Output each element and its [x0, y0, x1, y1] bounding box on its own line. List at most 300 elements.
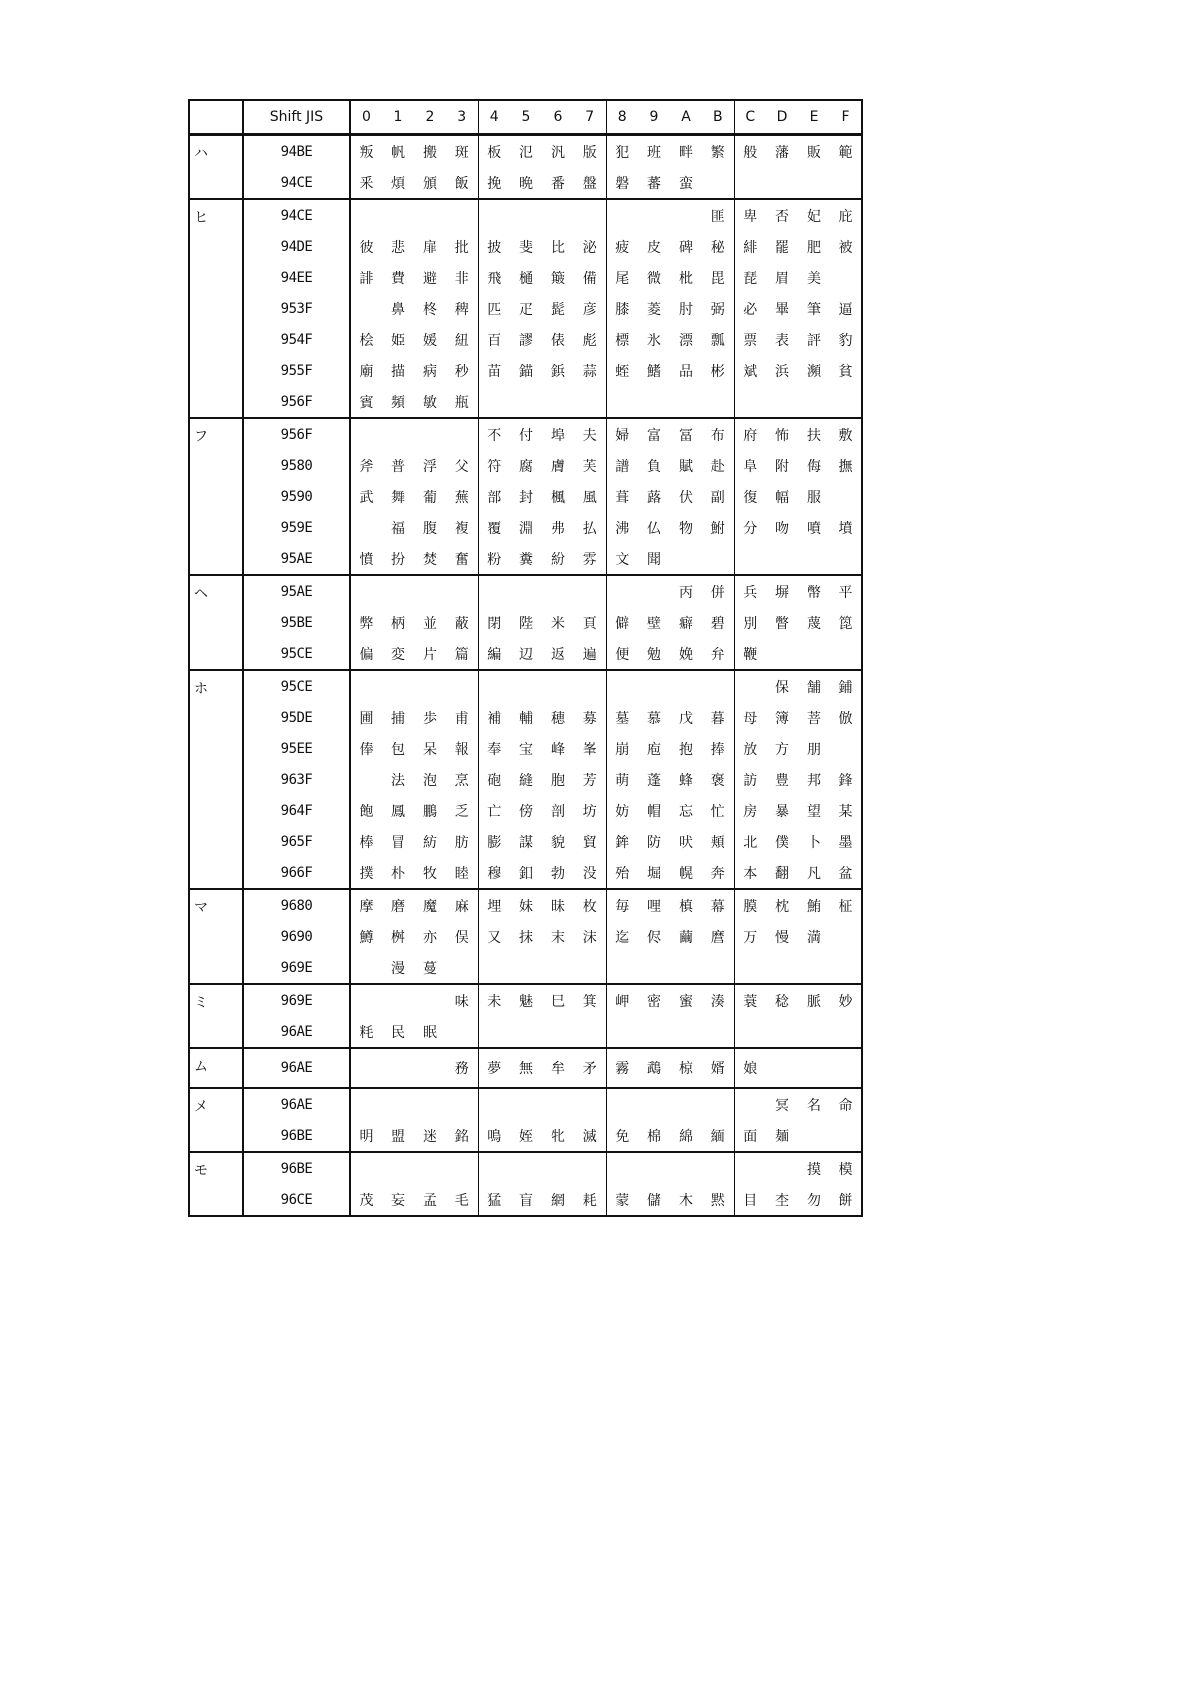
- kanji-cell: 俵: [551, 332, 565, 349]
- code-cell: 959E: [243, 512, 350, 543]
- kanji-cell: 覆: [487, 520, 502, 537]
- kanji-cell: 圃: [359, 710, 374, 727]
- kanji-cell: 淵: [519, 520, 533, 537]
- kanji-cell: 崩: [615, 741, 630, 758]
- kanji-cell: 妃: [798, 199, 830, 231]
- table-row: [189, 262, 862, 293]
- kanji-cell: 編: [487, 646, 502, 663]
- kanji-cell: 貿: [574, 826, 606, 857]
- kanji-cell: 殆: [615, 865, 630, 882]
- kanji-cell: 奉: [487, 741, 502, 758]
- kanji-cell: [606, 386, 638, 418]
- kanji-cell: 磐: [615, 175, 630, 192]
- kanji-cell: [734, 543, 766, 575]
- kana-group-label: マ: [189, 889, 243, 984]
- kanji-cell: [510, 1088, 542, 1120]
- kanji-cell: 表: [775, 332, 789, 349]
- kanji-cell: 呆: [423, 741, 437, 758]
- kanji-cell: 奔: [702, 857, 734, 889]
- kanji-cell: [638, 575, 670, 607]
- kanji-cell: 胞: [551, 772, 565, 789]
- kanji-cell: 勿: [807, 1192, 821, 1209]
- shift-jis-table: [188, 99, 863, 1217]
- kanji-cell: 抱: [679, 741, 693, 758]
- kanji-cell: [606, 952, 638, 984]
- kanji-cell: [798, 1120, 830, 1152]
- kanji-cell: 冥: [766, 1088, 798, 1120]
- kanji-cell: 枇: [679, 270, 693, 287]
- kanji-cell: 父: [446, 450, 478, 481]
- kanji-cell: 墨: [838, 834, 853, 851]
- kanji-cell: [766, 1152, 798, 1184]
- kanji-cell: [478, 952, 510, 984]
- kanji-cell: 班: [647, 144, 661, 161]
- kanji-cell: 米: [551, 615, 565, 632]
- kanji-cell: 矛: [574, 1048, 606, 1088]
- kanji-cell: 赴: [702, 450, 734, 481]
- code-cell: 94CE: [243, 199, 350, 231]
- table-row: [189, 512, 862, 543]
- kanji-cell: [510, 1152, 542, 1184]
- code-cell: 964F: [243, 795, 350, 826]
- kana-group-label: ハ: [189, 135, 243, 200]
- kanji-cell: [350, 575, 382, 607]
- table-row: [189, 1120, 862, 1152]
- kanji-cell: [702, 167, 734, 199]
- kanji-cell: 俸: [359, 741, 374, 758]
- kanji-cell: [766, 543, 798, 575]
- kanji-cell: [510, 1016, 542, 1048]
- table-row: [189, 575, 862, 607]
- kana-group-label: ム: [189, 1048, 243, 1088]
- kanji-cell: 卑: [734, 199, 766, 231]
- kanji-cell: [574, 575, 606, 607]
- kanji-cell: 膜: [734, 889, 766, 921]
- kanji-cell: 稔: [766, 984, 798, 1016]
- kanji-cell: 蔑: [807, 615, 821, 632]
- kanji-cell: 彪: [574, 324, 606, 355]
- kanji-cell: 乏: [446, 795, 478, 826]
- kanji-cell: 秒: [446, 355, 478, 386]
- code-cell: 95EE: [243, 733, 350, 764]
- kanji-cell: 並: [423, 615, 437, 632]
- table-row: [189, 418, 862, 450]
- kanji-cell: 眠: [423, 1024, 437, 1041]
- kanji-cell: 晩: [519, 175, 533, 192]
- kanji-cell: 舗: [798, 670, 830, 702]
- kanji-cell: 翻: [775, 865, 789, 882]
- kanji-cell: [542, 670, 574, 702]
- code-cell: 95AE: [243, 575, 350, 607]
- kanji-cell: 漫: [391, 960, 405, 977]
- kanji-cell: [734, 1016, 766, 1048]
- table-row: [189, 1152, 862, 1184]
- kanji-cell: 又: [487, 929, 502, 946]
- kanji-cell: 斐: [519, 239, 533, 256]
- kanji-cell: [542, 386, 574, 418]
- kanji-cell: 綿: [679, 1128, 693, 1145]
- kanji-cell: [670, 386, 702, 418]
- code-cell: 9590: [243, 481, 350, 512]
- kanji-cell: 謬: [519, 332, 533, 349]
- kanji-cell: 番: [551, 175, 565, 192]
- header-col-4: 4: [478, 100, 510, 135]
- kanji-cell: 膝: [615, 301, 630, 318]
- kanji-cell: 聞: [647, 551, 661, 568]
- kanji-cell: 紡: [423, 834, 437, 851]
- kanji-cell: 紛: [551, 551, 565, 568]
- kanji-cell: 篇: [446, 638, 478, 670]
- kanji-cell: 放: [743, 741, 758, 758]
- kanji-cell: 伏: [679, 489, 693, 506]
- kanji-cell: 防: [647, 834, 661, 851]
- kanji-cell: 釦: [519, 865, 533, 882]
- kanji-cell: [638, 386, 670, 418]
- kanji-cell: 稗: [446, 293, 478, 324]
- kanji-cell: [414, 199, 446, 231]
- kanji-cell: 無: [510, 1048, 542, 1088]
- table-row: [189, 607, 862, 638]
- kanji-cell: 魔: [414, 889, 446, 921]
- table-row: [189, 355, 862, 386]
- kanji-cell: [414, 418, 446, 450]
- kanji-cell: 傍: [519, 803, 533, 820]
- kanji-cell: 扮: [391, 551, 405, 568]
- kanji-cell: [382, 670, 414, 702]
- header-col-5: 5: [510, 100, 542, 135]
- kanji-cell: 幌: [679, 865, 693, 882]
- kanji-cell: 鳴: [487, 1128, 502, 1145]
- kanji-cell: 文: [615, 551, 630, 568]
- kanji-cell: 埋: [478, 889, 510, 921]
- kanji-cell: 変: [391, 646, 405, 663]
- kanji-cell: 魅: [510, 984, 542, 1016]
- kanji-cell: [638, 670, 670, 702]
- kanji-cell: 肪: [446, 826, 478, 857]
- kanji-cell: 峯: [574, 733, 606, 764]
- kanji-cell: 閉: [487, 615, 502, 632]
- kanji-cell: 頻: [391, 394, 405, 411]
- kanji-cell: 勃: [551, 865, 565, 882]
- kanji-cell: 面: [743, 1128, 758, 1145]
- kanji-cell: 昧: [542, 889, 574, 921]
- kanji-cell: [350, 1048, 382, 1088]
- kanji-cell: 負: [647, 458, 661, 475]
- kanji-cell: 吠: [679, 834, 693, 851]
- kanji-cell: 秘: [702, 231, 734, 262]
- kanji-cell: 謀: [519, 834, 533, 851]
- kanji-cell: 麻: [446, 889, 478, 921]
- kanji-cell: [830, 1120, 862, 1152]
- kanji-cell: 怖: [766, 418, 798, 450]
- kanji-cell: 舞: [391, 489, 405, 506]
- code-cell: 95AE: [243, 543, 350, 575]
- kana-group-label: フ: [189, 418, 243, 575]
- kanji-cell: [798, 1048, 830, 1088]
- kanji-cell: 頒: [423, 175, 437, 192]
- kanji-cell: 帆: [391, 144, 405, 161]
- kanji-cell: 貧: [838, 363, 853, 380]
- kanji-cell: [702, 1088, 734, 1120]
- kanji-cell: 不: [478, 418, 510, 450]
- kanji-cell: 品: [679, 363, 693, 380]
- kanji-cell: 肥: [807, 239, 821, 256]
- kanji-cell: 被: [838, 239, 853, 256]
- kanji-cell: 木: [679, 1192, 693, 1209]
- kanji-cell: 敏: [423, 394, 437, 411]
- kanji-cell: 娘: [734, 1048, 766, 1088]
- kanji-cell: 鮪: [798, 889, 830, 921]
- kanji-cell: [350, 764, 382, 795]
- kanji-cell: 母: [743, 710, 758, 727]
- kanji-cell: [606, 670, 638, 702]
- kanji-cell: [798, 167, 830, 199]
- kanji-cell: 菱: [647, 301, 661, 318]
- kanji-cell: 銘: [446, 1120, 478, 1152]
- kanji-cell: 匹: [487, 301, 502, 318]
- kanji-cell: 藩: [775, 144, 789, 161]
- kanji-cell: [766, 1048, 798, 1088]
- kanji-cell: 穆: [487, 865, 502, 882]
- kanji-cell: 茂: [359, 1192, 374, 1209]
- kanji-cell: 肘: [679, 301, 693, 318]
- kanji-cell: [638, 952, 670, 984]
- kanji-cell: 分: [743, 520, 758, 537]
- table-row: [189, 733, 862, 764]
- kanji-cell: [766, 386, 798, 418]
- kanji-cell: [542, 1152, 574, 1184]
- kanji-cell: 忘: [679, 803, 693, 820]
- kanji-cell: 報: [446, 733, 478, 764]
- kanji-cell: 穂: [551, 710, 565, 727]
- table-row: [189, 764, 862, 795]
- kanji-cell: 搬: [423, 144, 437, 161]
- kanji-cell: 苗: [487, 363, 502, 380]
- kanji-cell: 務: [446, 1048, 478, 1088]
- kanji-cell: 盆: [838, 865, 853, 882]
- kanji-cell: 仏: [647, 520, 661, 537]
- kanji-cell: 瞥: [775, 615, 789, 632]
- kanji-cell: 逼: [838, 301, 853, 318]
- kanji-cell: 槙: [670, 889, 702, 921]
- kanji-cell: 吻: [775, 520, 789, 537]
- kanji-cell: 疋: [519, 301, 533, 318]
- table-row: [189, 481, 862, 512]
- kanji-cell: 菩: [807, 710, 821, 727]
- kanji-cell: 非: [446, 262, 478, 293]
- kanji-cell: [830, 262, 862, 293]
- kanji-cell: 繁: [702, 135, 734, 168]
- kanji-cell: 方: [775, 741, 789, 758]
- code-cell: 96AE: [243, 1016, 350, 1048]
- kanji-cell: 毘: [702, 262, 734, 293]
- kanji-cell: 鳳: [391, 803, 405, 820]
- kanji-cell: 名: [798, 1088, 830, 1120]
- kanji-cell: 微: [647, 270, 661, 287]
- kanji-cell: 斌: [743, 363, 758, 380]
- kanji-cell: 粉: [487, 551, 502, 568]
- kanji-cell: 頁: [574, 607, 606, 638]
- kanji-cell: [446, 199, 478, 231]
- kanji-cell: 蜂: [679, 772, 693, 789]
- table-row: [189, 543, 862, 575]
- kanji-cell: 凡: [807, 865, 821, 882]
- kanji-cell: 毛: [446, 1184, 478, 1216]
- kanji-cell: [478, 575, 510, 607]
- kanji-cell: 訪: [743, 772, 758, 789]
- kanji-cell: 椋: [670, 1048, 702, 1088]
- kanji-cell: [798, 952, 830, 984]
- kanji-cell: 葺: [615, 489, 630, 506]
- table-row: [189, 1088, 862, 1120]
- header-col-8: 8: [606, 100, 638, 135]
- kanji-cell: 毎: [606, 889, 638, 921]
- kanji-cell: 暴: [775, 803, 789, 820]
- kanji-cell: 鵬: [423, 803, 437, 820]
- kanji-cell: 朴: [391, 865, 405, 882]
- kanji-cell: 標: [615, 332, 630, 349]
- kanji-cell: 腹: [423, 520, 437, 537]
- kanji-cell: 麿: [702, 921, 734, 952]
- kanji-cell: [830, 638, 862, 670]
- header-code-cell: Shift JIS: [243, 100, 350, 135]
- kanji-cell: 婦: [606, 418, 638, 450]
- kanji-cell: [830, 481, 862, 512]
- kanji-cell: 撲: [359, 865, 374, 882]
- kanji-cell: 遍: [574, 638, 606, 670]
- table-row: [189, 638, 862, 670]
- code-cell: 956F: [243, 418, 350, 450]
- kanji-cell: [606, 199, 638, 231]
- kanji-cell: 冨: [670, 418, 702, 450]
- kanji-cell: 哩: [638, 889, 670, 921]
- code-cell: 96CE: [243, 1184, 350, 1216]
- kanji-cell: 阜: [743, 458, 758, 475]
- kanji-cell: [798, 638, 830, 670]
- kanji-cell: [702, 543, 734, 575]
- header-col-13: D: [766, 100, 798, 135]
- kanji-cell: [478, 199, 510, 231]
- kanji-cell: 亡: [487, 803, 502, 820]
- kanji-cell: 弊: [359, 615, 374, 632]
- kanji-cell: 髭: [551, 301, 565, 318]
- kanji-cell: 侮: [807, 458, 821, 475]
- kanji-cell: 蜜: [670, 984, 702, 1016]
- table-row: [189, 952, 862, 984]
- table-row: [189, 293, 862, 324]
- kanji-cell: 浜: [775, 363, 789, 380]
- kanji-cell: 焚: [423, 551, 437, 568]
- code-cell: 956F: [243, 386, 350, 418]
- kanji-cell: 模: [830, 1152, 862, 1184]
- kanji-cell: [670, 952, 702, 984]
- kanji-cell: [510, 386, 542, 418]
- kanji-cell: 坊: [574, 795, 606, 826]
- kanji-cell: 簿: [775, 710, 789, 727]
- table-row: [189, 324, 862, 355]
- kanji-cell: [350, 1088, 382, 1120]
- kanji-cell: 煩: [391, 175, 405, 192]
- kanji-cell: 孟: [423, 1192, 437, 1209]
- kanji-cell: 北: [743, 834, 758, 851]
- kanji-cell: 妙: [830, 984, 862, 1016]
- kanji-cell: 辺: [519, 646, 533, 663]
- kanji-cell: [734, 386, 766, 418]
- kanji-cell: [574, 1016, 606, 1048]
- kanji-cell: 命: [830, 1088, 862, 1120]
- kanji-cell: [478, 1016, 510, 1048]
- kanji-cell: 返: [551, 646, 565, 663]
- kanji-cell: 敷: [830, 418, 862, 450]
- code-cell: 96BE: [243, 1152, 350, 1184]
- kanji-cell: 剖: [551, 803, 565, 820]
- kanji-cell: 付: [510, 418, 542, 450]
- kanji-cell: 箕: [574, 984, 606, 1016]
- kanji-cell: 箆: [838, 615, 853, 632]
- kanji-cell: [734, 670, 766, 702]
- kanji-cell: 桝: [391, 929, 405, 946]
- kanji-cell: 牧: [423, 865, 437, 882]
- kanji-cell: [478, 1152, 510, 1184]
- kanji-cell: 黙: [702, 1184, 734, 1216]
- kanji-cell: 偏: [359, 646, 374, 663]
- code-cell: 966F: [243, 857, 350, 889]
- kanji-cell: 冒: [391, 834, 405, 851]
- kanji-cell: 販: [807, 144, 821, 161]
- kanji-cell: [382, 1048, 414, 1088]
- code-cell: 94BE: [243, 135, 350, 168]
- table-row: [189, 702, 862, 733]
- kanji-cell: [350, 984, 382, 1016]
- kanji-cell: 堀: [647, 865, 661, 882]
- code-cell: 96AE: [243, 1048, 350, 1088]
- kanji-cell: [574, 952, 606, 984]
- kanji-cell: 密: [638, 984, 670, 1016]
- kanji-cell: [638, 1152, 670, 1184]
- code-cell: 95CE: [243, 670, 350, 702]
- kanji-cell: 悲: [391, 239, 405, 256]
- kanji-cell: [414, 984, 446, 1016]
- kanji-cell: 布: [702, 418, 734, 450]
- kanji-cell: 補: [487, 710, 502, 727]
- kanji-cell: 彦: [574, 293, 606, 324]
- kanji-cell: 房: [743, 803, 758, 820]
- kanji-cell: 墳: [838, 520, 853, 537]
- code-cell: 95CE: [243, 638, 350, 670]
- kanji-cell: 飽: [359, 803, 374, 820]
- kanji-cell: 倣: [838, 710, 853, 727]
- kanji-cell: 評: [807, 332, 821, 349]
- kanji-cell: 免: [615, 1128, 630, 1145]
- kanji-cell: 侭: [647, 929, 661, 946]
- header-col-0: 0: [350, 100, 382, 135]
- header-col-7: 7: [574, 100, 606, 135]
- code-cell: 94DE: [243, 231, 350, 262]
- kanji-cell: 匪: [702, 199, 734, 231]
- kanji-cell: [670, 1016, 702, 1048]
- header-col-12: C: [734, 100, 766, 135]
- kanji-cell: [510, 575, 542, 607]
- kanji-cell: [830, 386, 862, 418]
- kanji-cell: 娩: [679, 646, 693, 663]
- kanji-cell: 風: [574, 481, 606, 512]
- kanji-cell: [574, 670, 606, 702]
- kanji-cell: [798, 386, 830, 418]
- kanji-cell: 復: [743, 489, 758, 506]
- kanji-cell: 汎: [551, 144, 565, 161]
- table-row: [189, 826, 862, 857]
- kanji-cell: 棒: [359, 834, 374, 851]
